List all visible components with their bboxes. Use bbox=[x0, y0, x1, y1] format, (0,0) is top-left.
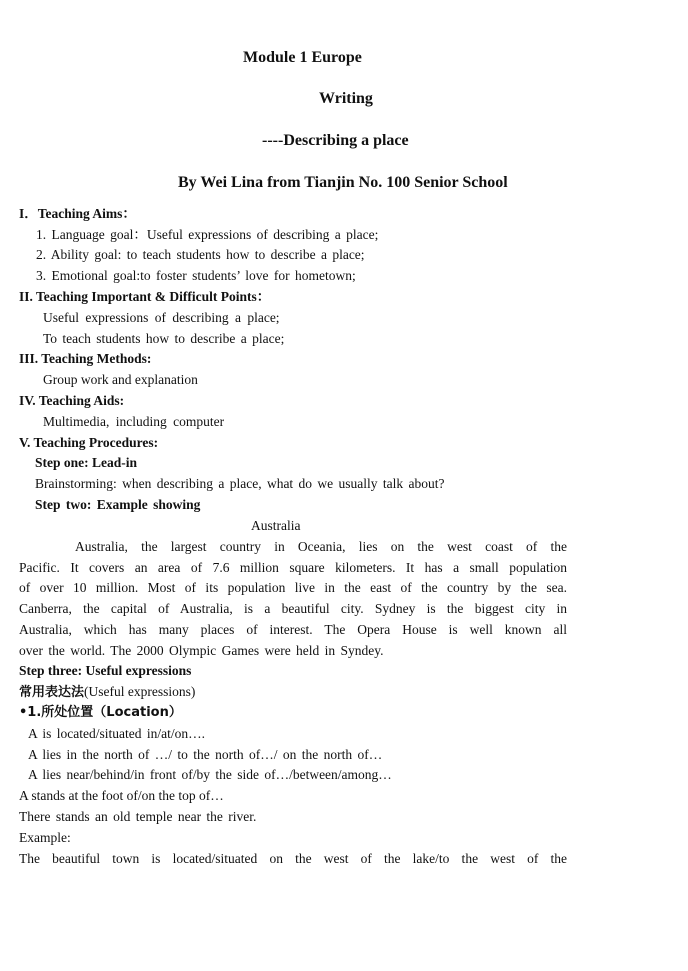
aids-heading: IV. Teaching Aids: bbox=[19, 393, 125, 408]
points-heading: II. Teaching Important & Difficult Points： bbox=[19, 289, 271, 304]
step-one: Step one: Lead-in bbox=[35, 455, 138, 470]
expression-item: A lies near/behind/in front of/by the side of…/between/among… bbox=[28, 767, 392, 782]
author-line: By Wei Lina from Tianjin No. 100 Senior School bbox=[178, 174, 508, 191]
points-item: Useful expressions of describing a place; bbox=[43, 310, 280, 325]
aims-item: 1. Language goal：Useful expressions of describing a place; bbox=[36, 227, 379, 242]
paragraph-line: Australia, which has many places of interest. The Opera House is well known all bbox=[19, 622, 567, 637]
aims-heading: I．Teaching Aims： bbox=[19, 206, 136, 221]
example-label: Example: bbox=[19, 830, 71, 845]
cn-heading-suffix: (Useful expressions) bbox=[84, 684, 196, 699]
procedures-heading: V. Teaching Procedures: bbox=[19, 435, 159, 450]
module-title: Module 1 Europe bbox=[243, 49, 362, 66]
paragraph-line: Canberra, the capital of Australia, is a beautiful city. Sydney is the biggest city in bbox=[19, 601, 567, 616]
expression-item: A stands at the foot of/on the top of… bbox=[19, 788, 224, 803]
step-three: Step three: Useful expressions bbox=[19, 663, 192, 678]
aids-item: Multimedia, including computer bbox=[43, 414, 225, 429]
paragraph-line: Australia, the largest country in Oceania, lies on the west coast of the bbox=[75, 539, 567, 554]
cn-heading-row bbox=[19, 684, 195, 701]
aims-item: 3. Emotional goal:to foster students’ love for hometown; bbox=[36, 268, 356, 283]
points-item: To teach students how to describe a place; bbox=[43, 331, 285, 346]
location-heading: •1.所处位置（Location） bbox=[19, 705, 182, 720]
paragraph-line: over the world. The 2000 Olympic Games were held in Syndey. bbox=[19, 643, 384, 658]
brainstorm-text: Brainstorming: when describing a place, what do we usually talk about? bbox=[35, 476, 445, 491]
aims-item: 2. Ability goal: to teach students how to describe a place; bbox=[36, 247, 365, 262]
methods-item: Group work and explanation bbox=[43, 372, 198, 387]
expression-item: A lies in the north of …/ to the north of…/ on the north of… bbox=[28, 747, 383, 762]
methods-heading: III. Teaching Methods: bbox=[19, 351, 152, 366]
expression-item: There stands an old temple near the river. bbox=[19, 809, 257, 824]
example-line: The beautiful town is located/situated on the west of the lake/to the west of the bbox=[19, 851, 567, 866]
paragraph-line: Pacific. It covers an area of 7.6 million square kilometers. It has a small population bbox=[19, 560, 567, 575]
unit-title: Writing bbox=[319, 90, 373, 107]
expression-item: A is located/situated in/at/on…. bbox=[28, 726, 205, 741]
example-title: Australia bbox=[251, 518, 301, 533]
cn-heading: 常用表达法 bbox=[19, 685, 85, 700]
step-two: Step two: Example showing bbox=[35, 497, 201, 512]
topic-title: ----Describing a place bbox=[262, 132, 409, 149]
paragraph-line: of over 10 million. Most of its population live in the east of the country by the sea. bbox=[19, 580, 567, 595]
